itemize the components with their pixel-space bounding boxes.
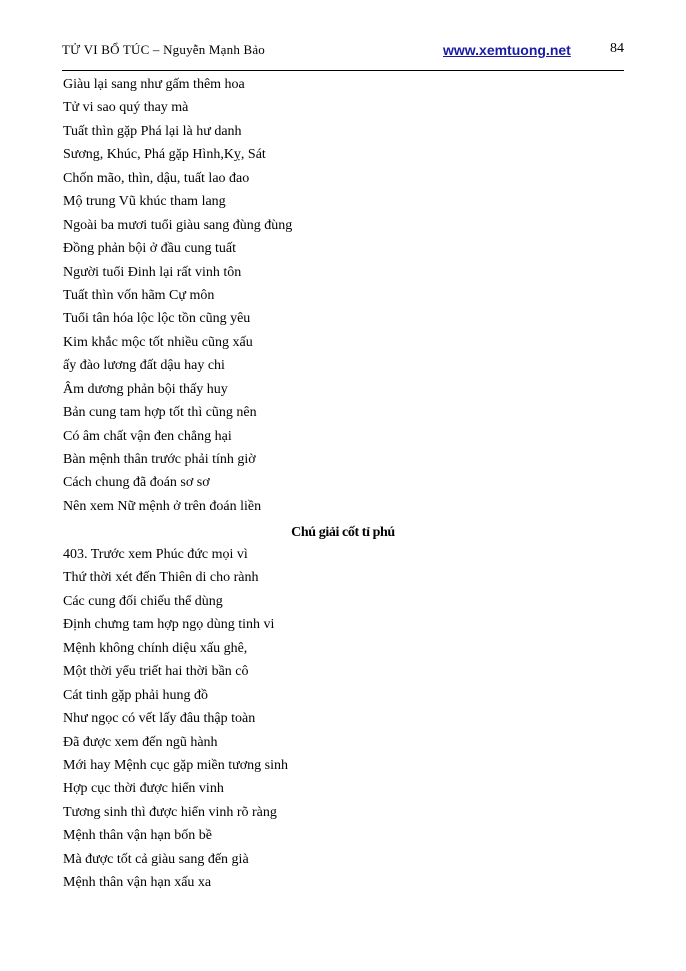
website-link[interactable]: www.xemtuong.net — [443, 42, 571, 58]
verse-line: Mà được tốt cả giàu sang đến già — [63, 851, 249, 867]
book-title: TỬ VI BỔ TÚC – Nguyễn Mạnh Bảo — [62, 42, 266, 57]
verse-line: Tuổi tân hóa lộc lộc tồn cũng yêu — [63, 311, 251, 327]
verse-line: 403. Trước xem Phúc đức mọi vì — [63, 547, 248, 562]
verse-line: Đồng phản bội ở đầu cung tuất — [63, 241, 237, 257]
verse-line: Hợp cục thời được hiển vinh — [63, 781, 224, 797]
verse-line: Ngoài ba mươi tuổi giàu sang đùng đùng — [63, 217, 293, 233]
verse-line: Định chưng tam hợp ngọ dùng tinh vi — [63, 617, 275, 633]
verse-line: Có âm chất vận đen chẳng hại — [63, 428, 232, 444]
verse-line: Chốn mão, thìn, dậu, tuất lao đao — [63, 170, 250, 186]
verse-block-top — [63, 73, 292, 518]
verse-line: Mệnh thân vận hạn xấu xa — [63, 875, 212, 891]
verse-line: Đã được xem đến ngũ hành — [63, 734, 218, 750]
verse-line: Mới hay Mệnh cục gặp miền tương sinh — [63, 757, 288, 773]
verse-line: Sương, Khúc, Phá gặp Hình,Kỵ, Sát — [63, 147, 266, 163]
verse-line: Tương sinh thì được hiển vinh rõ ràng — [63, 804, 277, 820]
verse-line: Mệnh thân vận hạn bốn bề — [63, 828, 212, 844]
verse-line: Âm dương phản bội thấy huy — [63, 381, 228, 397]
verse-line: Mệnh không chính diệu xấu ghê, — [63, 640, 248, 656]
verse-line: Các cung đối chiếu thể dùng — [63, 593, 223, 609]
verse-line: Thứ thời xét đến Thiên di cho rành — [63, 570, 259, 586]
verse-line: Giàu lại sang như gấm thêm hoa — [63, 77, 245, 92]
page-header — [62, 40, 624, 71]
verse-line: Nên xem Nữ mệnh ở trên đoán liền — [63, 498, 262, 514]
verse-block-bottom — [63, 543, 288, 895]
page-number: 84 — [610, 41, 624, 56]
verse-line: Bản cung tam hợp tốt thì cũng nên — [63, 405, 257, 421]
verse-line: Tử vi sao quý thay mà — [63, 100, 189, 116]
verse-line: ấy đào lương đất dậu hay chi — [63, 358, 225, 374]
verse-line: Kim khắc mộc tốt nhiều cũng xấu — [63, 334, 253, 350]
verse-line: Người tuổi Đinh lại rất vinh tôn — [63, 264, 242, 280]
verse-line: Như ngọc có vết lấy đâu thập toàn — [63, 711, 256, 727]
verse-line: Mộ trung Vũ khúc tham lang — [63, 194, 226, 210]
verse-line: Cách chung đã đoán sơ sơ — [63, 475, 210, 491]
verse-line: Tuất thìn gặp Phá lại là hư danh — [63, 123, 242, 139]
section-heading: Chú giải cốt tỉ phú — [291, 525, 395, 540]
verse-line: Cát tinh gặp phải hung đồ — [63, 687, 209, 703]
verse-line: Bàn mệnh thân trước phải tính giờ — [63, 452, 256, 467]
verse-line: Một thời yểu triết hai thời bần cô — [63, 664, 249, 680]
verse-line: Tuất thìn vốn hãm Cự môn — [63, 287, 215, 303]
